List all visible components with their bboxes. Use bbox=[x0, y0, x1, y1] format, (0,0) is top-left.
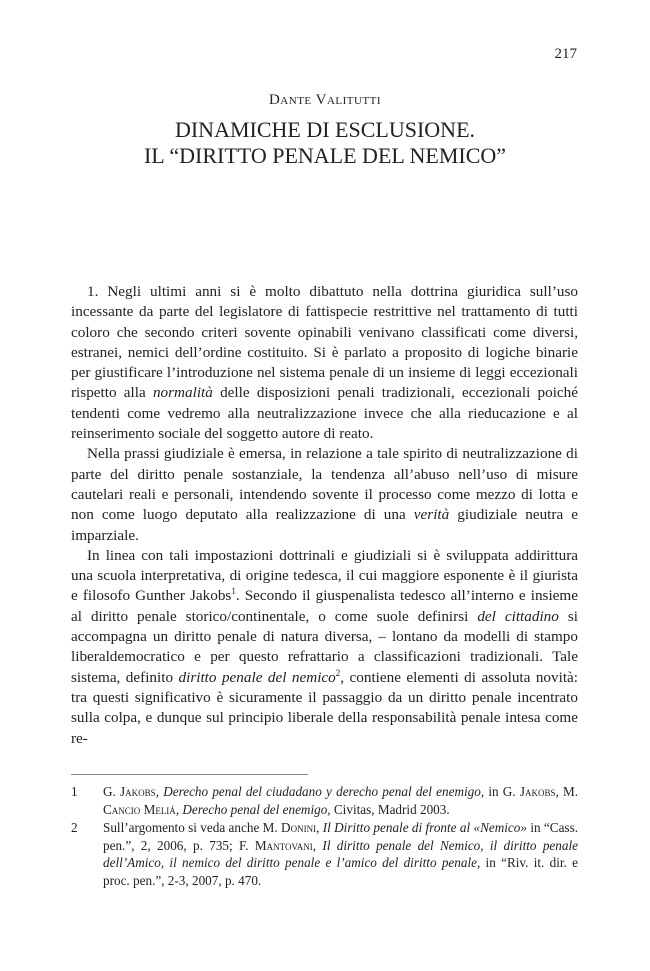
italic-text: verità bbox=[413, 506, 450, 524]
footnote-ref: 2 bbox=[335, 667, 341, 678]
text-run: Civitas, Madrid 2003. bbox=[330, 801, 450, 817]
author-surname: Donini bbox=[281, 820, 317, 835]
text-run: delle disposizioni penali tradizionali, eccezionali poiché tendenti come vedremo alla neutralizzazione invece che alla rieducazione e al reinserimento sociale del soggetto autore di reato. bbox=[71, 384, 578, 443]
italic-text: Derecho penal del enemigo, bbox=[182, 801, 331, 817]
body-paragraph bbox=[71, 546, 578, 749]
author-surname: Mantovani bbox=[254, 837, 313, 853]
article-title-line-1: DINAMICHE DI ESCLUSIONE. bbox=[174, 117, 476, 142]
text-run: giudiziale neutra e imparziale. bbox=[71, 506, 578, 544]
author-surname: Jakobs bbox=[120, 784, 156, 799]
text-run: , M. bbox=[555, 784, 579, 799]
body-paragraph bbox=[71, 282, 578, 444]
text-run: in “Cass. pen.”, 2, 2006, p. 735; F. bbox=[103, 820, 578, 853]
text-run: , bbox=[155, 784, 164, 799]
footnotes bbox=[71, 783, 578, 890]
author-surname: Jakobs bbox=[519, 784, 556, 799]
italic-text: Derecho penal del ciudadano y derecho penal del enemigo, bbox=[163, 784, 485, 799]
text-run: , bbox=[316, 820, 323, 835]
footnote bbox=[71, 819, 578, 889]
text-run: G. bbox=[103, 784, 121, 799]
text-run: Sull’argomento si veda anche M. bbox=[103, 820, 282, 835]
text-run: , bbox=[312, 837, 323, 853]
text-run: in G. bbox=[484, 784, 520, 799]
italic-text: Il diritto penale del Nemico, il diritto penale dell’Amico, il nemico del diritto penale e l’amico del diritto penale, bbox=[103, 837, 578, 870]
italic-text: del cittadino bbox=[477, 607, 559, 625]
article-title bbox=[0, 117, 650, 169]
article-title-line-2: IL “DIRITTO PENALE DEL NEMICO” bbox=[143, 143, 507, 168]
body-paragraph bbox=[71, 444, 578, 545]
article-body bbox=[71, 282, 578, 749]
footnote-divider bbox=[71, 774, 308, 775]
text-run: , bbox=[175, 801, 183, 817]
italic-text: diritto penale del nemico bbox=[178, 668, 336, 686]
italic-text: Il Diritto penale di fronte al «Nemico» bbox=[322, 820, 527, 835]
text-run: In linea con tali impostazioni dottrinali e giudiziali si è sviluppata addirittura una scuola interpretativa, di origine tedesca, il cui maggiore esponente è il giurista e filosofo Gunther Jakobs bbox=[71, 546, 578, 605]
footnote-text bbox=[103, 783, 578, 818]
text-run: in “Riv. it. dir. e proc. pen.”, 2-3, 2007, p. 470. bbox=[103, 855, 578, 888]
footnote bbox=[71, 783, 578, 818]
page-number: 217 bbox=[554, 46, 577, 62]
text-run: . Secondo il giuspenalista tedesco all’interno e insieme al diritto penale storico/continentale, o come suole definirsi bbox=[71, 587, 578, 625]
footnote-ref: 1 bbox=[231, 586, 236, 597]
text-run: si accompagna un diritto penale di natura diversa, – lontano da modelli di stampo liberaldemocratico e per questo refrattario a classificazioni tradizionali. Tale sistema, definito bbox=[71, 607, 578, 686]
footnote-text bbox=[103, 819, 578, 889]
footnote-number: 2 bbox=[71, 820, 78, 835]
footnote-number: 1 bbox=[71, 784, 78, 799]
text-run: Nella prassi giudiziale è emersa, in relazione a tale spirito di neutralizzazione di parte del diritto penale sostanziale, la tendenza all’abuso nell’uso di misure cautelari reali e personali, intendendo sovente il processo come mezzo di lotta e non come luogo deputato alla realizzazione di una bbox=[71, 445, 578, 524]
text-run: 1. Negli ultimi anni si è molto dibattuto nella dottrina giuridica sull’uso incessante da parte del legislatore di fattispecie restrittive nel trattamento di tutti coloro che secondo criteri sovente opinabili venivano classificati come diversi, estranei, nemici dell’ordine costituito. Si è parlato a proposito di logiche binarie per giustificare l’introduzione nel sistema penale di un insieme di leggi eccezionali rispetto alla bbox=[71, 283, 578, 402]
italic-text: normalità bbox=[152, 384, 213, 402]
author-name: Dante Valitutti bbox=[268, 92, 382, 108]
author-surname: Cancio Meliá bbox=[103, 801, 176, 817]
text-run: , contiene elementi di assoluta novità: tra questi significativo è sicuramente il passaggio da un diritto penale incentrato sulla colpa, e dunque sul principio liberale della responsabilità penale intesa come re- bbox=[71, 668, 579, 747]
